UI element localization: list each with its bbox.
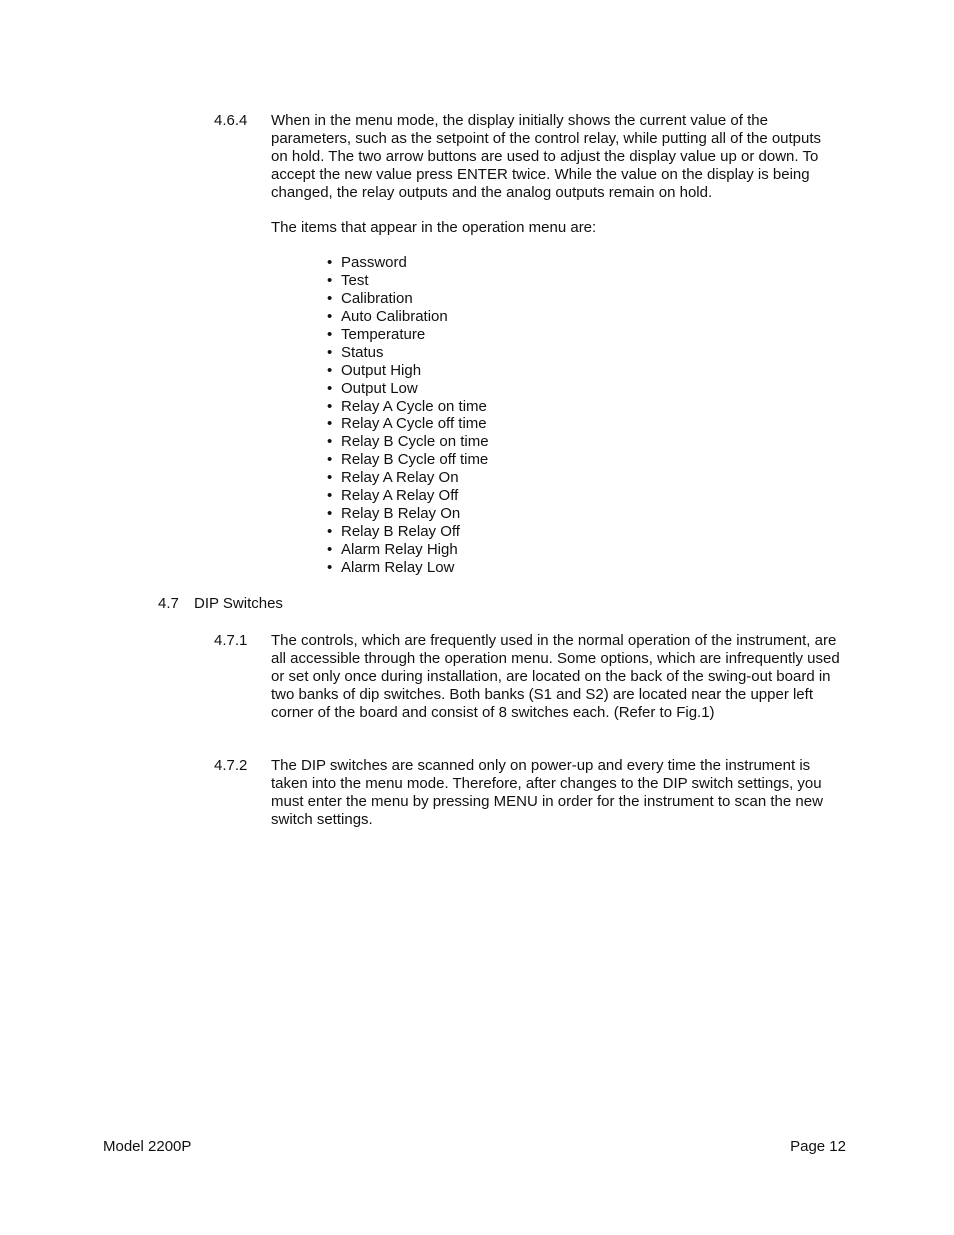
bullet-icon: • [327, 397, 333, 415]
bullet-icon: • [327, 343, 333, 361]
menu-list-item [327, 505, 489, 523]
paragraph-4-7-2: The DIP switches are scanned only on power-up and every time the instrument is taken into the menu mode. Therefore, after changes to the DIP switch settings, you must enter the menu by pressing MENU in order for the instrument to scan the new switch settings. [271, 757, 823, 828]
section-number-4-7: 4.7 [158, 595, 179, 612]
menu-list-item [327, 559, 489, 577]
section-heading-4-7 [158, 595, 283, 613]
bullet-icon: • [327, 523, 333, 541]
menu-item-label: Relay A Cycle on time [341, 397, 487, 415]
bullet-icon: • [327, 558, 333, 576]
bullet-icon: • [327, 307, 333, 325]
menu-item-label: Alarm Relay High [341, 541, 458, 558]
bullet-icon: • [327, 487, 333, 505]
section-number-4-7-1: 4.7.1 [214, 632, 248, 649]
footer-page-number: Page 12 [790, 1138, 846, 1155]
section-title-dip-switches: DIP Switches [194, 595, 283, 612]
menu-list-item [327, 451, 489, 469]
menu-list-item [327, 433, 489, 451]
menu-item-label: Alarm Relay Low [341, 558, 455, 576]
menu-list-item [327, 308, 489, 326]
bullet-icon: • [327, 271, 333, 289]
menu-list-item [327, 398, 489, 416]
bullet-icon: • [327, 433, 333, 451]
menu-list-item [327, 272, 489, 290]
menu-list-item [327, 290, 489, 308]
operation-menu-list [327, 254, 489, 577]
menu-item-label: Output High [341, 361, 422, 379]
menu-item-label: Relay B Relay Off [341, 523, 460, 541]
menu-item-label: Output Low [341, 379, 418, 397]
bullet-icon: • [327, 361, 333, 379]
menu-list-item [327, 380, 489, 398]
menu-item-label: Relay B Cycle on time [341, 433, 489, 451]
menu-list-item [327, 541, 489, 559]
bullet-icon: • [327, 325, 333, 343]
menu-list-item [327, 326, 489, 344]
menu-item-label: Relay A Relay Off [341, 487, 459, 505]
menu-item-label: Relay A Cycle off time [341, 415, 487, 433]
menu-list-item [327, 487, 489, 505]
bullet-icon: • [327, 415, 333, 433]
menu-item-label: Test [341, 271, 369, 289]
bullet-icon: • [327, 541, 333, 558]
section-number-4-7-2: 4.7.2 [214, 757, 248, 774]
bullet-icon: • [327, 469, 333, 487]
bullet-icon: • [327, 505, 333, 523]
footer-model: Model 2200P [103, 1138, 192, 1155]
paragraph-4-6-4: When in the menu mode, the display initially shows the current value of the parameters, such as the setpoint of the control relay, while putting all of the outputs on hold. The two arrow buttons are used to adjust the display value up or down. To accept the new value press ENTER twice. While the value on the display is being changed, the relay outputs and the analog outputs remain on hold. [271, 112, 822, 201]
menu-item-label: Relay B Cycle off time [341, 451, 489, 469]
menu-item-label: Relay A Relay On [341, 469, 459, 487]
paragraph-4-7-1: The controls, which are frequently used in the normal operation of the instrument, are all accessible through the operation menu. Some options, which are infrequently used or set only once during installation, are located on the back of the swing-out board in two banks of dip switches. Both banks (S1 and S2) are located near the upper left corner of the board and consist of 8 switches each. (Refer to Fig.1) [271, 632, 840, 721]
menu-list-item [327, 523, 489, 541]
section-number-4-6-4: 4.6.4 [214, 112, 248, 129]
menu-item-label: Relay B Relay On [341, 505, 461, 523]
menu-item-label: Calibration [341, 289, 413, 307]
menu-item-label: Auto Calibration [341, 307, 448, 325]
bullet-icon: • [327, 289, 333, 307]
menu-list-item [327, 362, 489, 380]
menu-list-item [327, 344, 489, 362]
menu-item-label: Password [341, 254, 407, 271]
menu-list-item [327, 469, 489, 487]
menu-list-item [327, 254, 489, 272]
bullet-icon: • [327, 451, 333, 469]
menu-item-label: Status [341, 343, 384, 361]
menu-list-item [327, 415, 489, 433]
menu-item-label: Temperature [341, 325, 426, 343]
menu-intro-text: The items that appear in the operation menu are: [271, 219, 597, 236]
bullet-icon: • [327, 254, 333, 271]
bullet-icon: • [327, 379, 333, 397]
